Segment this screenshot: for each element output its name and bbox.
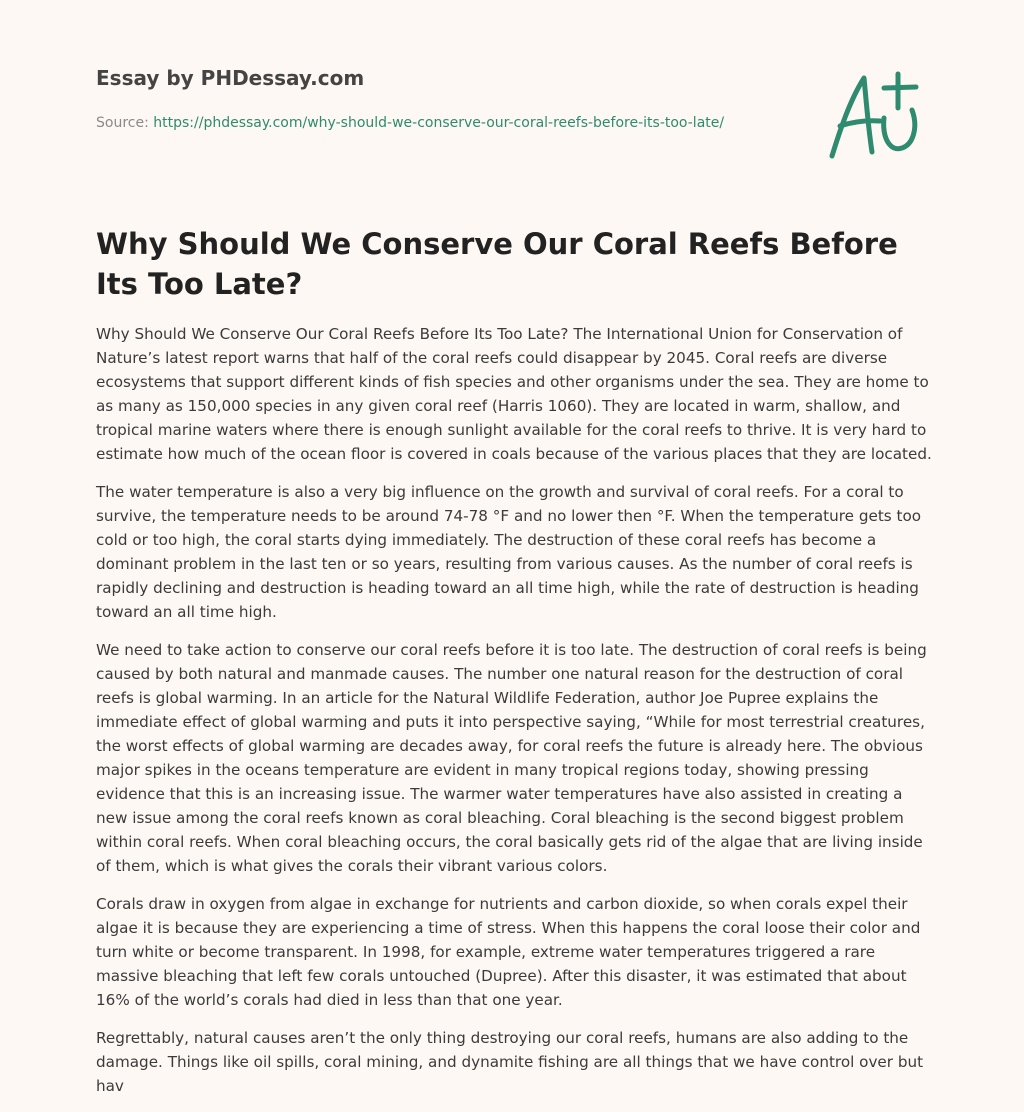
source-label: Source:	[96, 115, 149, 131]
essay-paragraph: Regrettably, natural causes aren’t the only thing destroying our coral reefs, humans are also adding to the damage. Things like oil spills, coral mining, and dynamite fishing are all things that we have control over but hav	[96, 1029, 924, 1095]
source-line	[96, 112, 756, 134]
source-link[interactable]: https://phdessay.com/why-should-we-conserve-our-coral-reefs-before-its-too-late/	[153, 115, 725, 131]
essay-title: Why Should We Conserve Our Coral Reefs Before Its Too Late?	[96, 227, 898, 301]
essay-paragraph: We need to take action to conserve our coral reefs before it is too late. The destruction of coral reefs is being caused by both natural and manmade causes. The number one natural reason for the destruction of coral reefs is global warming. In an article for the Natural Wildlife Federation, author Joe Pupree explains the immediate effect of global warming and puts it into perspective saying, “While for most terrestrial creatures, the worst effects of global warming are decades away, for coral reefs the future is already here. The obvious major spikes in the oceans temperature are evident in many tropical regions today, showing pressing evidence that this is an increasing issue. The warmer water temperatures have also assisted in creating a new issue among the coral reefs known as coral bleaching. Coral bleaching is the second biggest problem within coral reefs. When coral bleaching occurs, the coral basically gets rid of the algae that are living inside of them, which is what gives the corals their vibrant various colors.	[96, 641, 927, 875]
a-plus-logo	[826, 68, 926, 164]
essay-paragraph: The water temperature is also a very big influence on the growth and survival of coral reefs. For a coral to survive, the temperature needs to be around 74-78 °F and no lower then °F. When the temperature gets too cold or too high, the coral starts dying immediately. The destruction of these coral reefs has become a dominant problem in the last ten or so years, resulting from various causes. As the number of coral reefs is rapidly declining and destruction is heading toward an all time high, while the rate of destruction is heading toward an all time high.	[96, 483, 922, 621]
essay-paragraph: Corals draw in oxygen from algae in exchange for nutrients and carbon dioxide, so when corals expel their algae it is because they are experiencing a time of stress. When this happens the coral loose their color and turn white or become transparent. In 1998, for example, extreme water temperatures triggered a rare massive bleaching that left few corals untouched (Dupree). After this disaster, it was estimated that about 16% of the world’s corals had died in less than that one year.	[96, 895, 921, 1009]
brand-heading: Essay by PHDessay.com	[96, 66, 365, 90]
a-plus-logo-icon	[826, 68, 926, 164]
essay-paragraph: Why Should We Conserve Our Coral Reefs Before Its Too Late? The International Union for Conservation of Nature’s latest report warns that half of the coral reefs could disappear by 2045. Coral reefs are diverse ecosystems that support different kinds of fish species and other organisms under the sea. They are home to as many as 150,000 species in any given coral reef (Harris 1060). They are located in warm, shallow, and tropical marine waters where there is enough sunlight available for the coral reefs to thrive. It is very hard to estimate how much of the ocean floor is covered in coals because of the various places that they are located.	[96, 325, 932, 463]
essay-body	[96, 322, 932, 1112]
